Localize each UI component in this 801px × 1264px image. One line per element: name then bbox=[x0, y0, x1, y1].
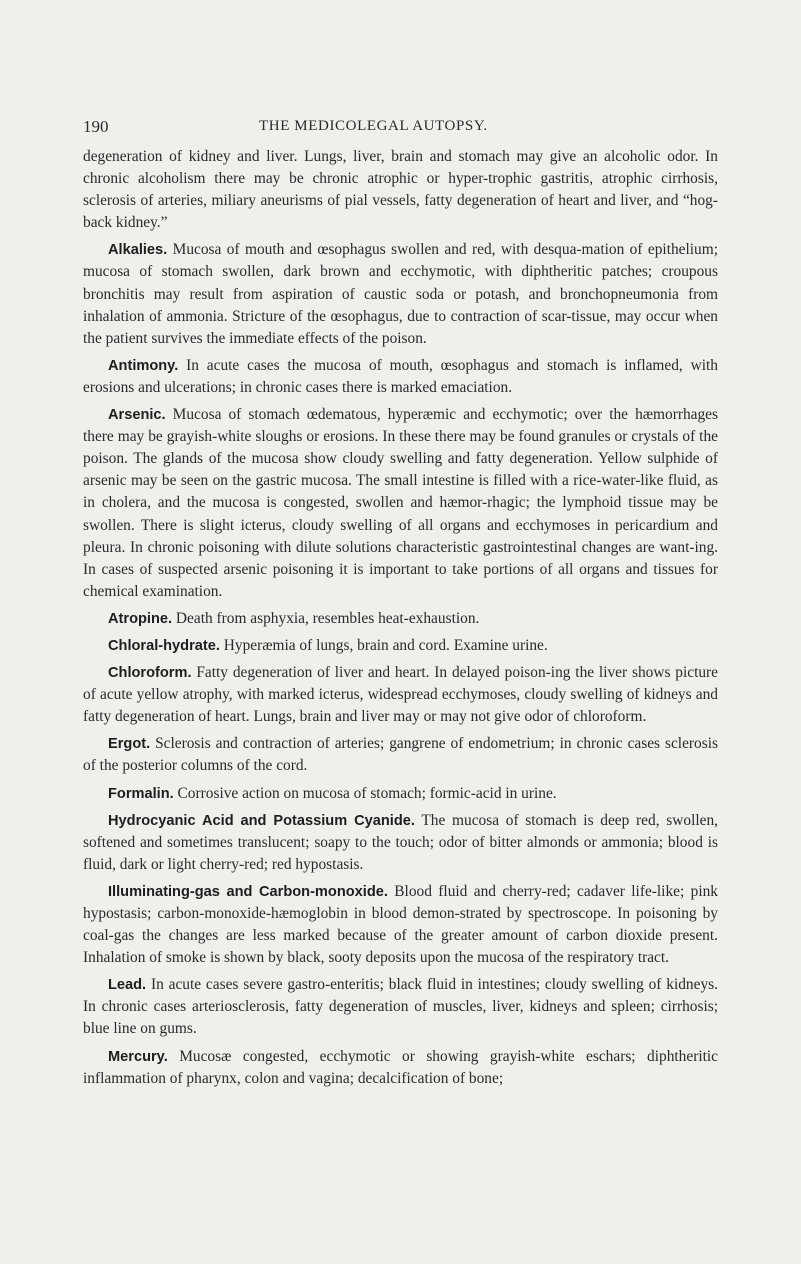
entry-alkalies bbox=[83, 239, 718, 349]
entry-text: Hyperæmia of lungs, brain and cord. Examine urine. bbox=[223, 636, 548, 654]
entry-term: Antimony. bbox=[108, 357, 179, 374]
entry-text: Blood fluid and cherry-red; cadaver life-like; pink hypostasis; carbon-monoxide-hæmoglobin in blood demon-strated by spectroscope. In poisoning by coal-gas the changes are less marked because of the greater amount of carbon dioxide present. Inhalation of smoke is shown by black, sooty deposits upon the mucosa of the respiratory tract. bbox=[83, 882, 718, 967]
entry-term: Ergot. bbox=[108, 736, 151, 753]
entry-term: Lead. bbox=[108, 977, 147, 994]
entry-text: Death from asphyxia, resembles heat-exhaustion. bbox=[175, 609, 480, 627]
entry-text: Mucosæ congested, ecchymotic or showing grayish-white eschars; diphtheritic inflammation of pharynx, colon and vagina; decalcification of bone; bbox=[83, 1047, 718, 1087]
entry-text: Sclerosis and contraction of arteries; gangrene of endometrium; in chronic cases sclerosis of the posterior columns of the cord. bbox=[83, 735, 718, 775]
entry-text: Fatty degeneration of liver and heart. In delayed poison-ing the liver shows picture of acute yellow atrophy, with marked icterus, widespread ecchymoses, cloudy swelling of kidneys and fatty degeneration of heart. Lungs, brain and liver may or may not give odor of chloroform. bbox=[83, 664, 719, 726]
intro-paragraph: degeneration of kidney and liver. Lungs, liver, brain and stomach may give an alcoholic odor. In chronic alcoholism there may be chronic atrophic or hyper-trophic gastritis, atrophic cirrhosis, sclerosis of arteries, miliary aneurisms of pial vessels, fatty degeneration of heart and liver, and “hog-back kidney.” bbox=[83, 148, 718, 232]
entry-term: Arsenic. bbox=[108, 407, 166, 424]
page-header bbox=[83, 117, 718, 139]
running-head: THE MEDICOLEGAL AUTOPSY. bbox=[259, 118, 488, 134]
entry-term: Hydrocyanic Acid and Potassium Cyanide. bbox=[108, 812, 415, 829]
entry-text: Mucosa of mouth and œsophagus swollen and red, with desqua-mation of epithelium; mucosa of stomach swollen, dark brown and ecchymotic, with diphtheritic patches; croupous bronchitis may result from aspiration of caustic soda or potash, and bronchopneumonia from inhalation of ammonia. Stricture of the œsophagus, due to contraction of scar-tissue, may occur when the patient survives the immediate effects of the poison. bbox=[83, 241, 718, 347]
entry-formalin bbox=[83, 783, 718, 805]
entry-mercury bbox=[83, 1046, 718, 1090]
entry-arsenic bbox=[83, 404, 718, 603]
entry-term: Mercury. bbox=[108, 1048, 168, 1065]
entry-chloral-hydrate bbox=[83, 635, 718, 657]
entry-text: The mucosa of stomach is deep red, swollen, softened and sometimes translucent; soapy to the touch; odor of bitter almonds or ammonia; blood is fluid, dark or light cherry-red; red hypostasis. bbox=[83, 811, 718, 873]
page-number: 190 bbox=[83, 117, 109, 136]
entry-hydrocyanic-acid bbox=[83, 810, 718, 876]
entry-atropine bbox=[83, 608, 718, 630]
entry-text: In acute cases severe gastro-enteritis; black fluid in intestines; cloudy swelling of kidneys. In chronic cases arteriosclerosis, fatty degeneration of muscles, liver, kidneys and spleen; cirrhosis; blue line on gums. bbox=[83, 976, 718, 1038]
entry-antimony bbox=[83, 355, 718, 399]
entry-term: Chloral-hydrate. bbox=[108, 637, 220, 654]
entry-term: Alkalies. bbox=[108, 242, 168, 259]
entry-term: Atropine. bbox=[108, 610, 173, 627]
entry-chloroform bbox=[83, 662, 718, 728]
entry-term: Chloroform. bbox=[108, 665, 192, 682]
body-text bbox=[83, 146, 718, 1095]
entry-term: Formalin. bbox=[108, 785, 174, 802]
entry-ergot bbox=[83, 733, 718, 777]
entry-text: Corrosive action on mucosa of stomach; formic-acid in urine. bbox=[177, 784, 557, 802]
entry-lead bbox=[83, 974, 718, 1040]
entry-text: Mucosa of stomach œdematous, hyperæmic and ecchymotic; over the hæmorrhages there may be grayish-white sloughs or erosions. In these there may be found granules or crystals of the poison. The glands of the mucosa show cloudy swelling and fatty degeneration. Yellow sulphide of arsenic may be seen on the gastric mucosa. The small intestine is filled with a rice-water-like fluid, as in cholera, and the mucosa is congested, swollen and hæmor-rhagic; the lymphoid tissue may be swollen. There is slight icterus, cloudy swelling of all organs and ecchymoses in pericardium and pleura. In chronic poisoning with dilute solutions characteristic gastrointestinal changes are want-ing. In cases of suspected arsenic poisoning it is important to take portions of all organs and tissues for chemical examination. bbox=[83, 406, 718, 600]
entry-illuminating-gas bbox=[83, 881, 718, 969]
entry-term: Illuminating-gas and Carbon-monoxide. bbox=[108, 883, 388, 900]
entry-text: In acute cases the mucosa of mouth, œsophagus and stomach is inflamed, with erosions and ulcerations; in chronic cases there is marked emaciation. bbox=[83, 356, 718, 396]
